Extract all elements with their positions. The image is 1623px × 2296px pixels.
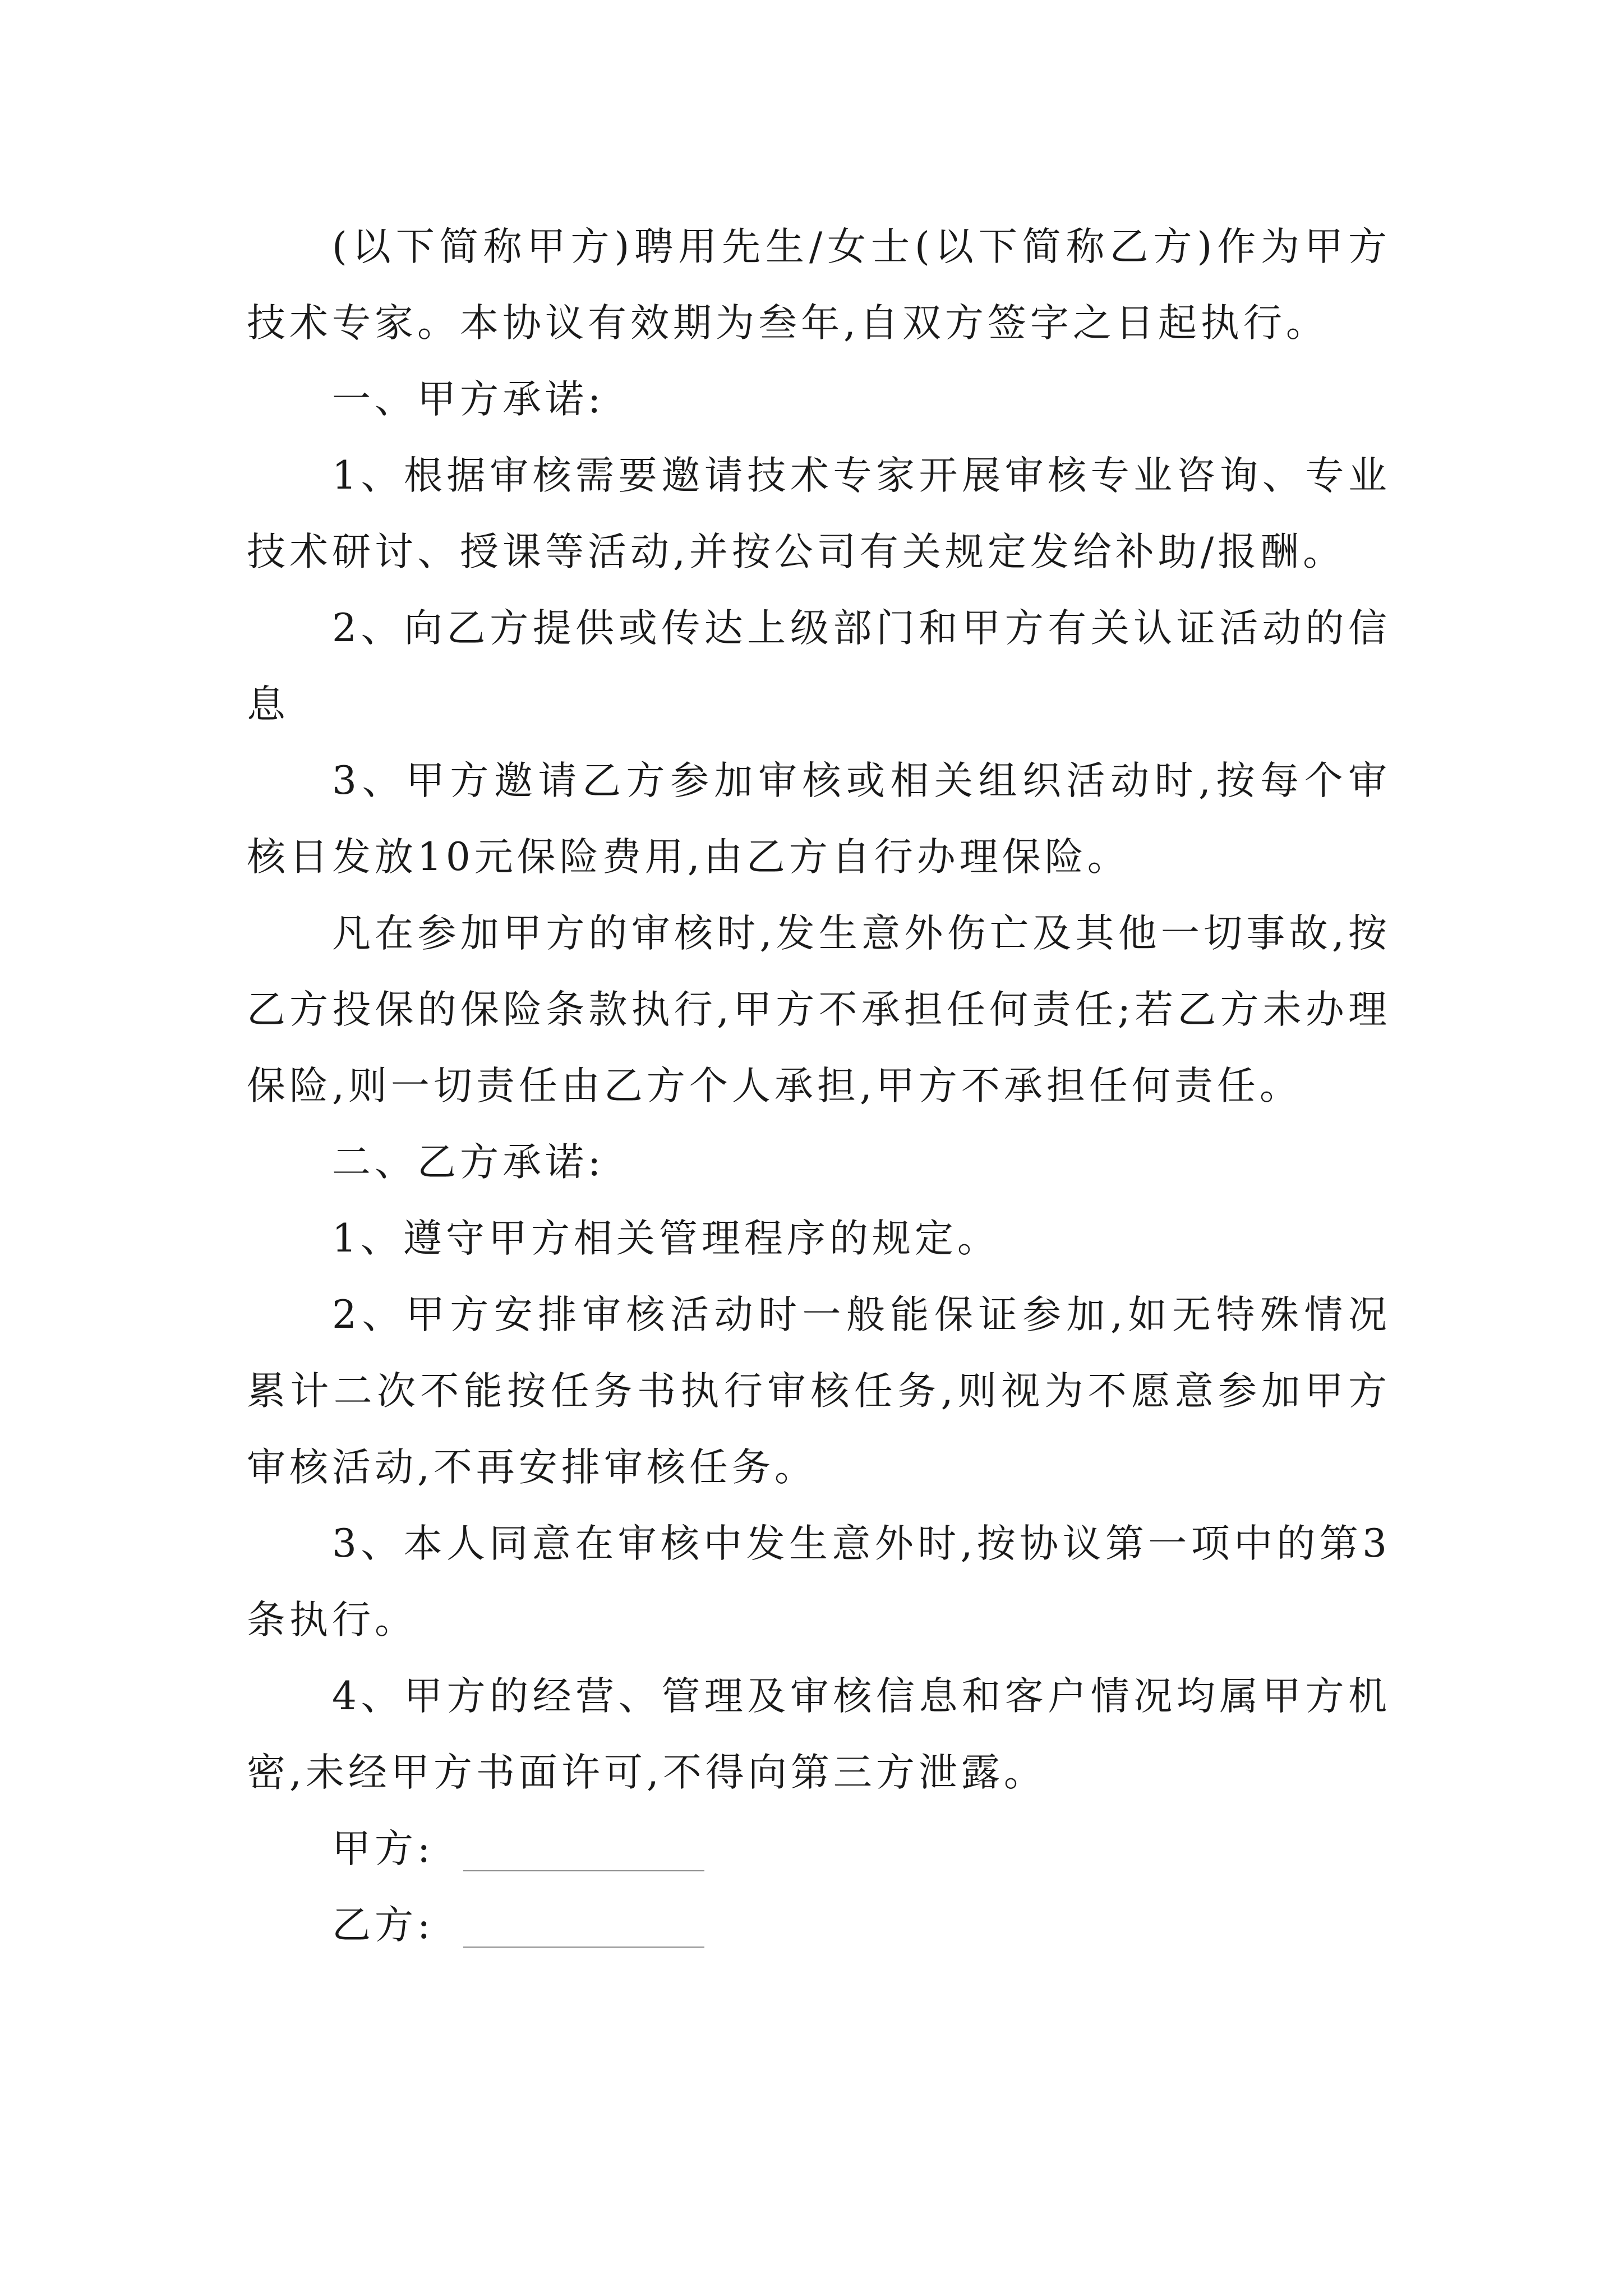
signature-row-party-a — [247, 1811, 1391, 1887]
signature-row-party-b — [247, 1887, 1391, 1963]
party-a-clause-1: 1、根据审核需要邀请技术专家开展审核专业咨询、专业技术研讨、授课等活动,并按公司有关规定发给补助/报酬。 — [247, 453, 1391, 574]
party-a-clause-3: 3、甲方邀请乙方参加审核或相关组织活动时,按每个审核日发放10元保险费用,由乙方自行办理保险。 — [247, 758, 1391, 880]
party-b-clause-2: 2、甲方安排审核活动时一般能保证参加,如无特殊情况累计二次不能按任务书执行审核任务,则视为不愿意参加甲方审核活动,不再安排审核任务。 — [247, 1292, 1391, 1490]
party-a-clause-2: 2、向乙方提供或传达上级部门和甲方有关认证活动的信息 — [247, 606, 1391, 727]
section-heading-party-a: 一、甲方承诺: — [332, 377, 605, 422]
party-b-clause-1: 1、遵守甲方相关管理程序的规定。 — [332, 1216, 1000, 1261]
intro-paragraph: (以下简称甲方)聘用先生/女士(以下简称乙方)作为甲方技术专家。本协议有效期为叁年,自双方签字之日起执行。 — [247, 224, 1391, 346]
document-body — [247, 209, 1391, 1963]
section-heading-party-b: 二、乙方承诺: — [332, 1140, 605, 1185]
party-b-signature-label: 乙方: — [332, 1903, 435, 1948]
party-b-signature-line[interactable] — [463, 1947, 704, 1948]
party-a-clause-3-note: 凡在参加甲方的审核时,发生意外伤亡及其他一切事故,按乙方投保的保险条款执行,甲方不承担任何责任;若乙方未办理保险,则一切责任由乙方个人承担,甲方不承担任何责任。 — [247, 911, 1391, 1108]
party-a-signature-label: 甲方: — [332, 1826, 435, 1871]
party-b-clause-4: 4、甲方的经营、管理及审核信息和客户情况均属甲方机密,未经甲方书面许可,不得向第三方泄露。 — [247, 1674, 1391, 1795]
party-a-signature-line[interactable] — [463, 1870, 704, 1871]
party-b-clause-3: 3、本人同意在审核中发生意外时,按协议第一项中的第3条执行。 — [247, 1521, 1391, 1642]
